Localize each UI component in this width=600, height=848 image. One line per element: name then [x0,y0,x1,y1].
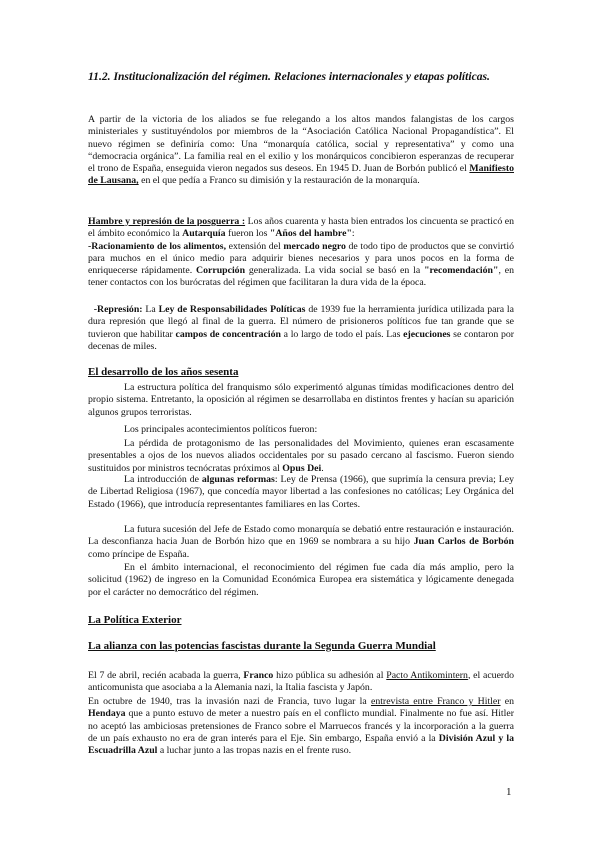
represion-paragraph: -Represión: La Ley de Responsabilidades Políticas de 1939 fue la herramienta jurídica utilizada para la dura represión que llegó al final de la guerra. El número de prisioneros políticos fue tan grande que se tuvieron que habilitar campos de concentración a lo largo de todo el país. Las ejecuciones se contaron por decenas de miles. [88,304,515,352]
desarrollo-heading: El desarrollo de los años sesenta [88,366,239,378]
page-number: 1 [506,786,512,798]
exterior-subheading: La alianza con las potencias fascistas durante la Segunda Guerra Mundial [88,640,436,652]
desarrollo-p3: La pérdida de protagonismo de las personalidades del Movimiento, quienes eran escasamente presentables a ojos de los nuevos aliados occidentales por su pasado cercano al fascismo. Fueron siendo sustituidos por ministros tecnócratas próximos al Opus Dei. [88,438,514,474]
hambre-title: Hambre y represión de la posguerra : [88,216,246,227]
desarrollo-p5: La futura sucesión del Jefe de Estado como monarquía se debatió entre restauración e instauración. La desconfianza hacia Juan de Borbón hizo que en 1969 se nombrara a su hijo Juan Carlos de Borbón como príncipe de España. [88,524,514,560]
pacto-antikomintern: Pacto Antikomintern [386,670,468,681]
desarrollo-p6: En el ámbito internacional, el reconocimiento del régimen fue cada día más amplio, pero la solicitud (1962) de ingreso en la Comunidad Económica Europea era sistemática y lógicamente denegada por el carácter no democrático del régimen. [88,562,514,598]
intro-paragraph: A partir de la victoria de los aliados se fue relegando a los altos mandos falangistas de los cargos ministeriales y sustituyéndolos por miembros de la “Asociación Católica Nacional Propagandística”. El nuevo régimen se definiría como: Una “monarquía católica, social y representativa” y como una “democracia orgánica”. La familia real en el exilio y los monárquicos concibieron esperanzas de recuperar el trono de España, enseguida vieron negados sus deseos. En 1945 D. Juan de Borbón publicó el Manifiesto de Lausana, en el que pedía a Franco su dimisión y la restauración de la monarquía. [88,114,514,187]
entrevista-franco-hitler: entrevista entre Franco y Hitler [370,696,501,707]
exterior-heading: La Política Exterior [88,614,182,626]
exterior-p2: En octubre de 1940, tras la invasión nazi de Francia, tuvo lugar la entrevista entre Franco y Hitler en Hendaya que a punto estuvo de meter a nuestro país en el conflicto mundial. Finalmente no fue así. Hitler no aceptó las ambiciosas pretensiones de Franco sobre el Marruecos francés y la incorporación a la guerra de un país exhausto no era de gran interés para el Eje. Sin embargo, España envió a la División Azul y la Escuadrilla Azul a luchar junto a las tropas nazis en el frente ruso. [88,696,514,757]
manifiesto-lausana: Manifiesto de Lausana, [88,163,514,187]
desarrollo-p1: La estructura política del franquismo sólo experimentó algunas tímidas modificaciones dentro del propio sistema. Entretanto, la oposición al régimen se desarrollaba en distintos frentes y hacían su aparición algunos grupos terroristas. [88,382,514,418]
represion-title: -Represión: [93,304,143,315]
desarrollo-p2: Los principales acontecimientos políticos fueron: [124,424,318,435]
desarrollo-p4: La introducción de algunas reformas: Ley de Prensa (1966), que suprimía la censura previa; Ley de Libertad Religiosa (1967), que concedía mayor libertad a las confesiones no católicas; Ley Orgánica del Estado (1966), que introducía representantes familiares en las Cortes. [88,474,514,510]
section-heading: 11.2. Institucionalización del régimen. Relaciones internacionales y etapas políticas. [88,70,490,83]
hambre-paragraph: Hambre y represión de la posguerra : Los años cuarenta y hasta bien entrados los cincuenta se practicó en el ámbito económico la Autarquía fueron los "Años del hambre": -Racionamiento de los alimentos, extensión del mercado negro de todo tipo de productos que se convirtió para muchos en el único medio para adquirir bienes necesarios y para unos pocos en la forma de enriquecerse rápidamente. Corrupción generalizada. La vida social se basó en la "recomendación", en tener contactos con los burócratas del régimen que facilitaran la dura vida de la época. [88,216,515,289]
exterior-p1: El 7 de abril, recién acabada la guerra, Franco hizo pública su adhesión al Pacto Antikomintern, el acuerdo anticomunista que asociaba a la Alemania nazi, la Italia fascista y Japón. [88,670,514,694]
